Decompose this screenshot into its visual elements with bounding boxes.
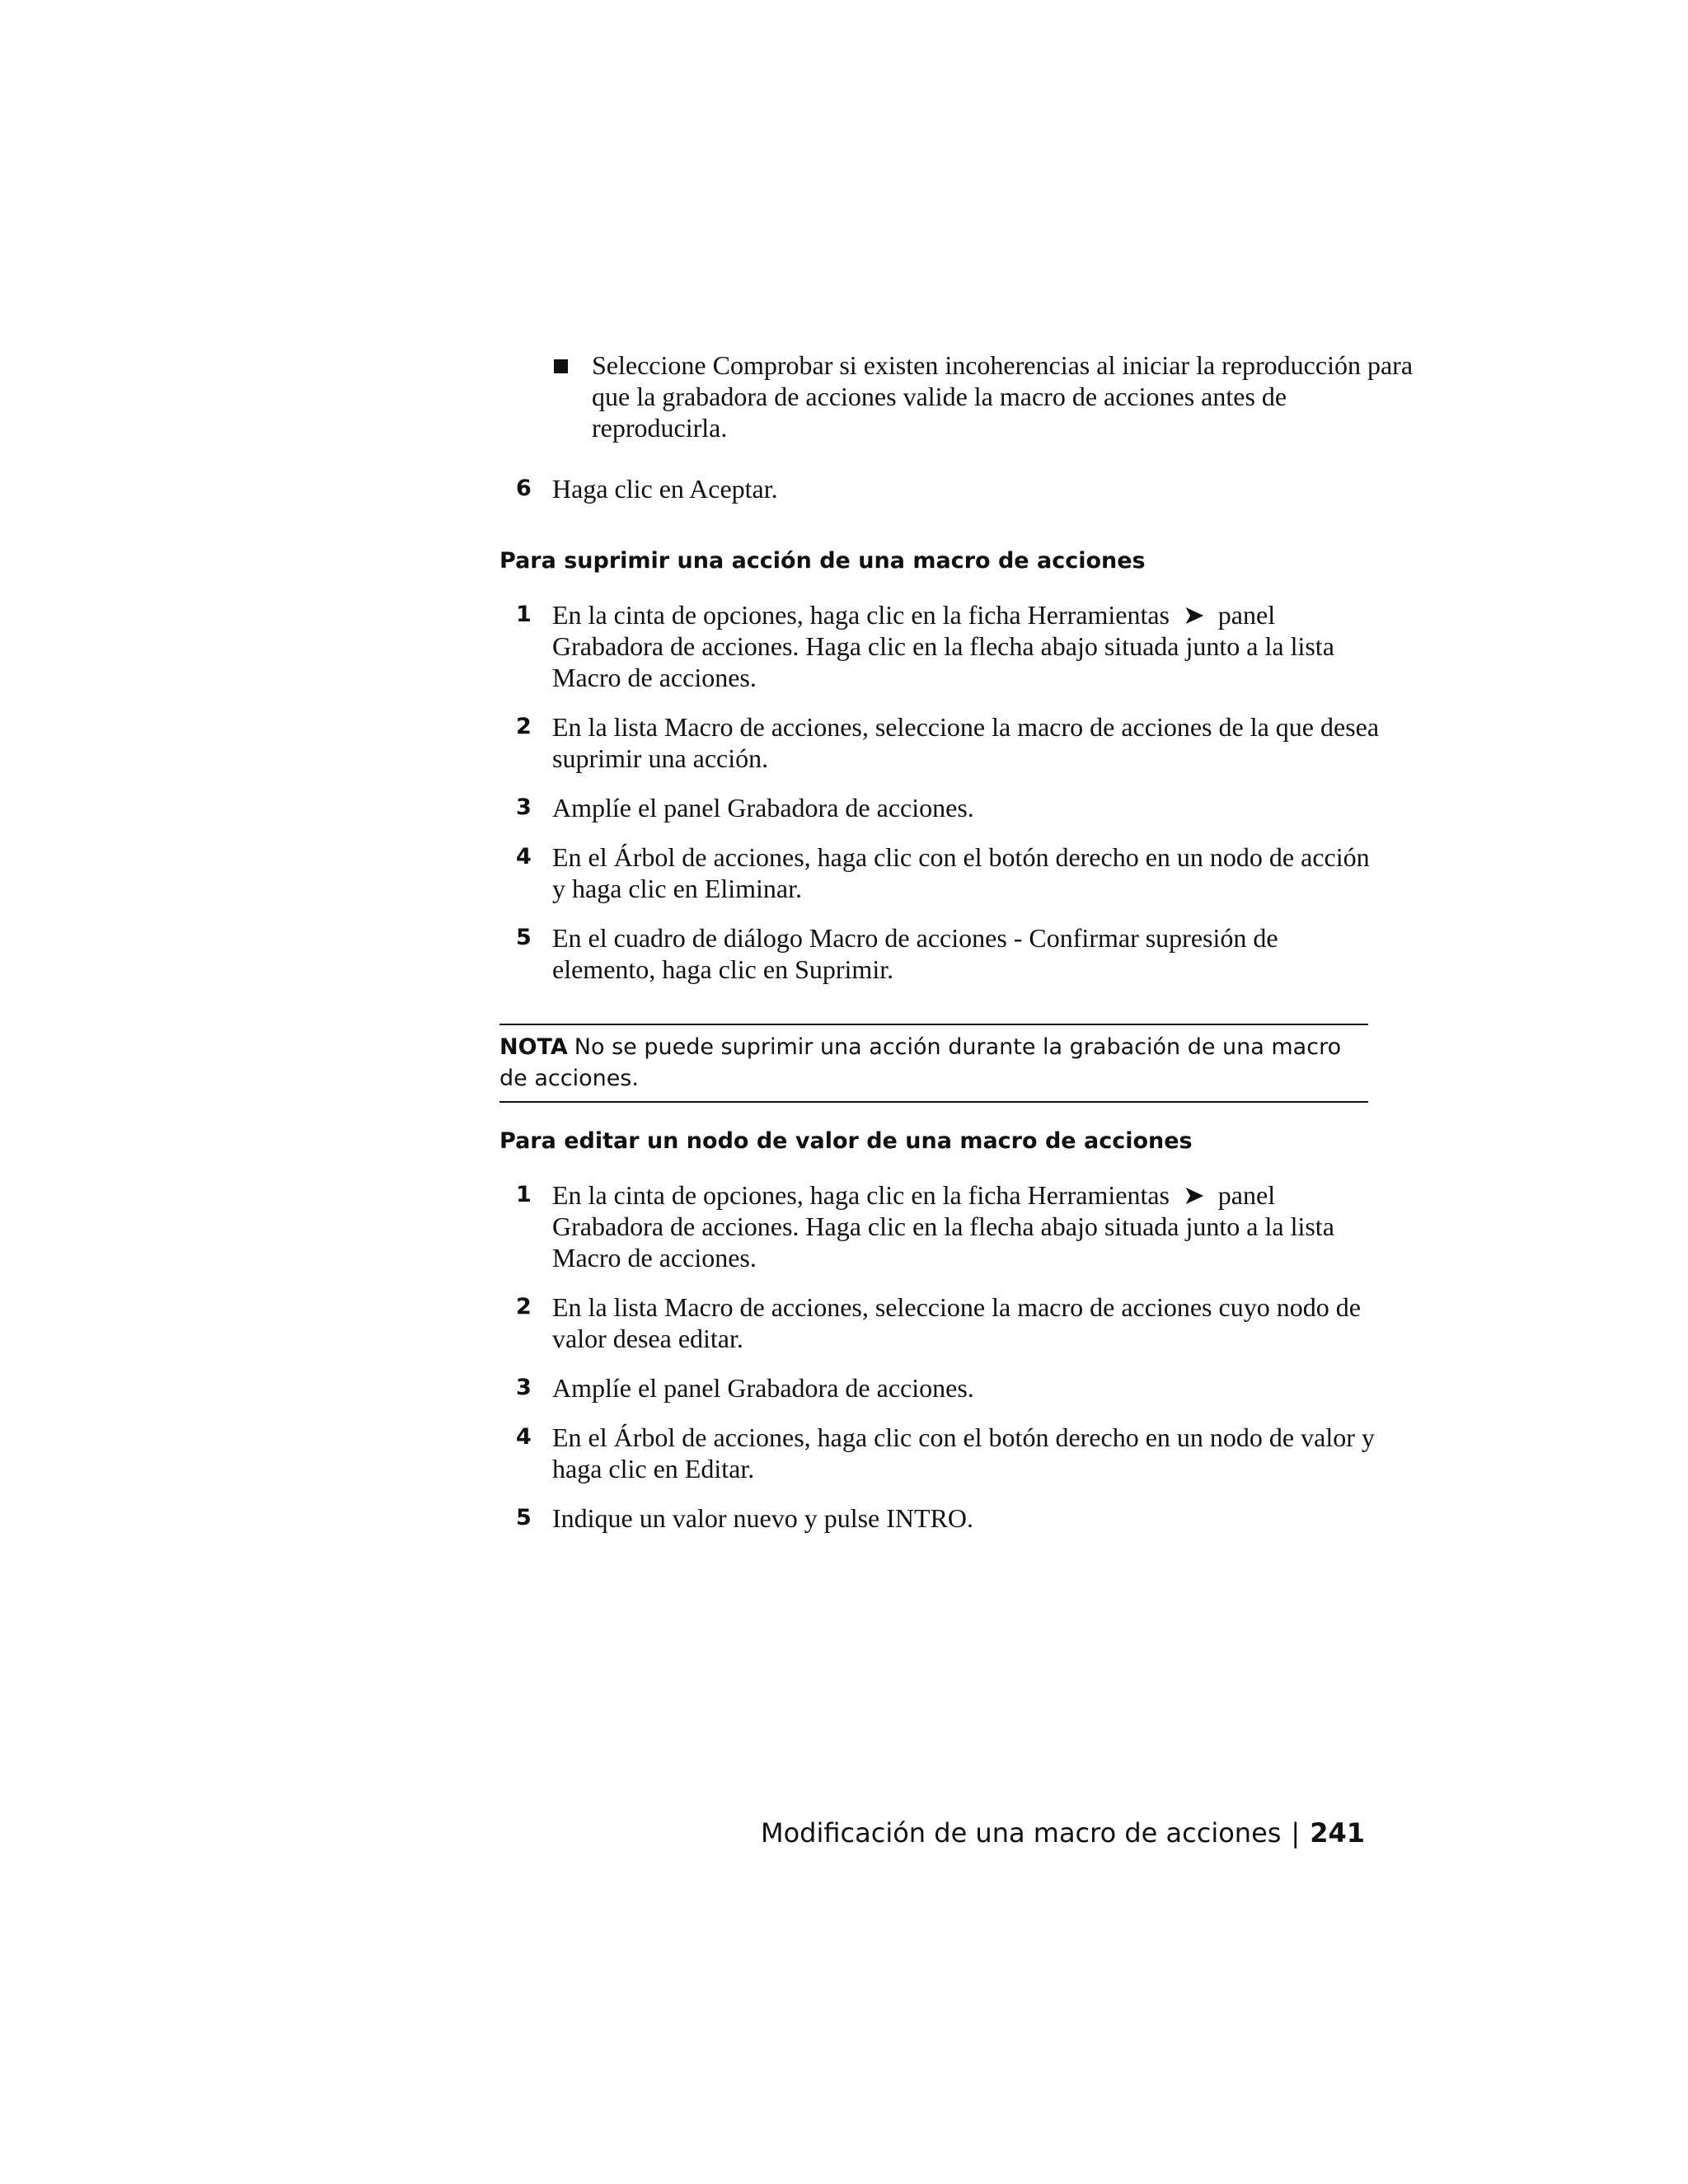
footer-title: Modificación de una macro de acciones xyxy=(760,1817,1282,1849)
arrow-right-icon: ➤ xyxy=(1182,600,1205,630)
step-text: En el Árbol de acciones, haga clic con el botón derecho en un nodo de acción y haga clic en Eliminar. xyxy=(552,842,1370,903)
step-text: En el Árbol de acciones, haga clic con el botón derecho en un nodo de valor y haga clic en Editar. xyxy=(552,1422,1375,1483)
page-number: 241 xyxy=(1310,1817,1365,1849)
square-bullet-icon xyxy=(554,359,568,373)
section-heading-edit: Para editar un nodo de valor de una macro de acciones xyxy=(499,1128,1193,1154)
step-text-part: panel Grabadora de acciones. Haga clic en la flecha abajo situada junto a la lista Macro de acciones. xyxy=(552,600,1334,692)
step-number: 3 xyxy=(516,1375,532,1400)
step-number: 1 xyxy=(516,602,532,627)
step-number: 3 xyxy=(516,794,532,820)
note-text: No se puede suprimir una acción durante la grabación de una macro de acciones. xyxy=(499,1034,1342,1091)
step-text-part: En la cinta de opciones, haga clic en la ficha Herramientas xyxy=(552,1180,1170,1210)
step-text: Amplíe el panel Grabadora de acciones. xyxy=(552,1373,974,1403)
step-text-part: panel Grabadora de acciones. Haga clic en la flecha abajo situada junto a la lista Macro de acciones. xyxy=(552,1180,1334,1272)
step-number: 5 xyxy=(516,925,532,950)
step-text: En la lista Macro de acciones, seleccione la macro de acciones cuyo nodo de valor desea editar. xyxy=(552,1292,1361,1353)
step-number: 1 xyxy=(516,1182,532,1207)
step-number: 5 xyxy=(516,1505,532,1530)
step-number: 6 xyxy=(516,476,532,501)
step-text: Amplíe el panel Grabadora de acciones. xyxy=(552,793,974,823)
step-number: 4 xyxy=(516,1424,532,1450)
step-text: En la lista Macro de acciones, seleccione la macro de acciones de la que desea suprimir una acción. xyxy=(552,712,1380,773)
step-text-part: En la cinta de opciones, haga clic en la ficha Herramientas xyxy=(552,600,1170,630)
step-number: 2 xyxy=(516,1294,532,1319)
arrow-right-icon: ➤ xyxy=(1182,1180,1205,1210)
note-label: NOTA xyxy=(499,1034,568,1060)
footer-separator: | xyxy=(1291,1817,1301,1849)
step-number: 2 xyxy=(516,714,532,739)
step-text: Indique un valor nuevo y pulse INTRO. xyxy=(552,1503,974,1533)
step-text: Haga clic en Aceptar. xyxy=(552,474,778,504)
step-text xyxy=(552,599,1385,693)
section-heading-delete: Para suprimir una acción de una macro de acciones xyxy=(499,548,1146,574)
note-box xyxy=(499,1024,1368,1103)
page-footer xyxy=(761,1816,1365,1849)
step-number: 4 xyxy=(516,844,532,869)
step-text xyxy=(552,1179,1385,1273)
bullet-text: Seleccione Comprobar si existen incoherencias al iniciar la reproducción para que la grabadora de acciones valide la macro de acciones antes de reproducirla. xyxy=(592,350,1414,443)
step-text: En el cuadro de diálogo Macro de acciones - Confirmar supresión de elemento, haga clic en Suprimir. xyxy=(552,923,1278,984)
